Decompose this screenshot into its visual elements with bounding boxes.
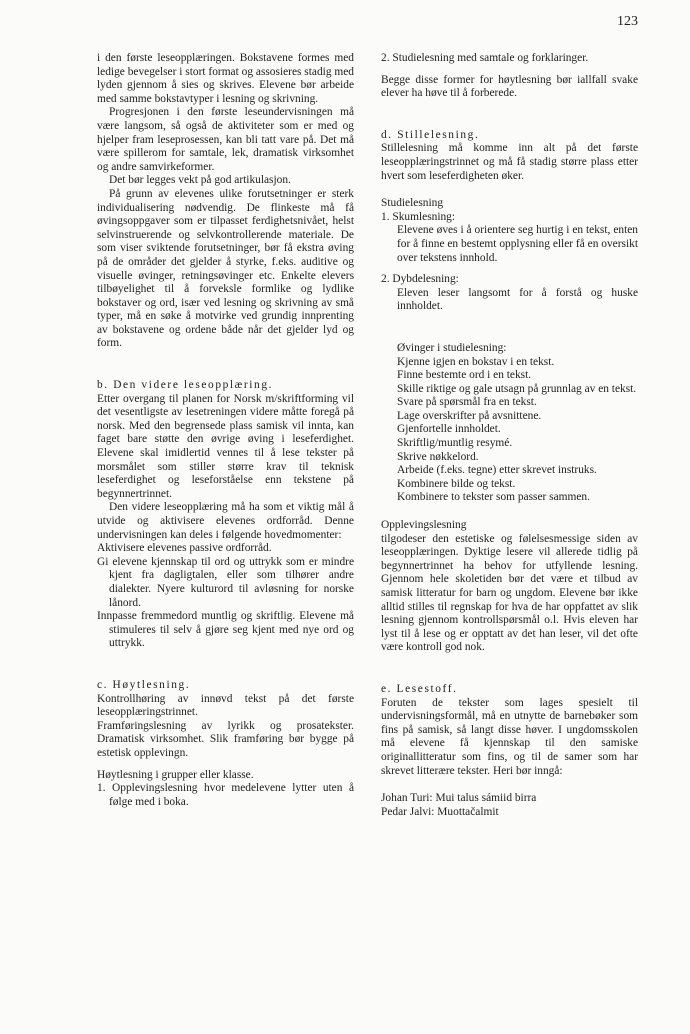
- section-b-paragraph-2: Den videre leseopplæring må ha som et viktig mål å utvide og aktivisere elevenes ordforråd. Denne undervisningen kan deles i følgende hovedmomenter:: [97, 501, 354, 541]
- ovinger-list-item: Kjenne igjen en bokstav i en tekst.: [397, 355, 555, 368]
- artikulasjon-paragraph: Det bør legges vekt på god artikulasjon.: [109, 174, 291, 187]
- opplevingslesning-text: tilgodeser den estetiske og følelsesmessige siden av leseopplæringen. Dyktige lesere vil allerede tidlig på begynnertrinnet ha behov for utfyllende lesning. Gjennom hele skoletiden bør det være et tilbud av samisk litteratur for barn og ungdom. Elevene bør ikke alltid stilles til regnskap for hva de har oppfattet av slik lesning gjennom kontrollspørsmål o.l. Hvis eleven har lyst til å lese og er opptatt av det han leser, vil det ofte være kontroll god nok.: [381, 532, 638, 654]
- ovinger-list-item: Gjenfortelle innholdet.: [397, 423, 501, 436]
- ovinger-list-item: Finne bestemte ord i en tekst.: [397, 369, 532, 382]
- ovinger-list-item: Kombinere to tekster som passer sammen.: [397, 491, 590, 504]
- section-b-list-item: Innpasse fremmedord muntlig og skriftlig. Elevene må stimuleres til selv å gjøre seg kjent med nye ord og uttrykk.: [97, 610, 354, 650]
- section-d: [381, 129, 638, 655]
- section-e-paragraph-1: Foruten de tekster som lages spesielt til undervisningsformål, må en utnytte de barnebøker som fins på samisk, så langt disse høver. I ungdomsskolen må elevene få kjennskap til den samiske originallitteratur som fins, og til de samer som har skrevet litterære tekster. Heri bør inngå:: [381, 696, 638, 777]
- section-e: [381, 683, 638, 819]
- left-column: [97, 52, 354, 809]
- ovinger-list-item: Skille riktige og gale utsagn på grunnlag av en tekst.: [397, 382, 637, 395]
- section-c-paragraph-3: Høytlesning i grupper eller klasse.: [97, 768, 254, 781]
- ovinger-list-item: Skrive nøkkelord.: [397, 450, 479, 463]
- section-e-heading: e. Lesestoff.: [381, 682, 458, 695]
- section-c: [97, 679, 354, 809]
- section-b-list-item: Gi elevene kjennskap til ord og uttrykk som er mindre kjent fra dagligtalen, eller som tilhører andre dialekter. Nyere kulturord til avløsning for norske lånord.: [97, 555, 354, 609]
- section-b-heading: b. Den videre leseopplæring.: [97, 379, 274, 392]
- studielesning-title: Studielesning: [381, 197, 444, 210]
- section-d-paragraph-1: Stillelesning må komme inn alt på det første leseopplæringstrinnet og må få stadig større plass etter hvert som leseferdigheten øker.: [381, 142, 638, 182]
- forutsetninger-paragraph: På grunn av elevenes ulike forutsetninger er sterk individualisering nødvendig. De flinkeste må få øvingsoppgaver som er tilpasset ferdighetsnivået, helst selvinstruerende og selvkontrollerende materiale. De som viser sviktende forutsetninger, bør få ekstra øving på de områder det gjelder å styrke, f.eks. auditive og visuelle øvinger, retningsøvinger etc. Enkelte elevers tilbøyelighet til å forveksle formlike og lydlike bokstaver og ord, især ved lesning og skrivning av små typer, må en søke å motvirke ved grundig innprenting av bokstavene og ordene både når det gjelder lyd og form.: [97, 187, 354, 350]
- progresjon-paragraph: Progresjonen i den første leseundervisningen må være langsom, så også de aktiviteter som er med og hjelper fram leseprosessen, kan bli tatt vare på. Det må være spillerom for samtale, lek, dramatisk virksomhet og andre samvirkeformer.: [97, 106, 354, 173]
- section-d-heading: d. Stillelesning.: [381, 128, 480, 141]
- dybdelesning-label: 2. Dybdelesning:: [381, 273, 459, 286]
- section-b-paragraph-1: Etter overgang til planen for Norsk m/skriftforming vil det vesentligste av lesetreningen videre måtte foregå på norsk. Med den begrensede plass samisk vil innta, kan faget bare støtte den øvrige øving i leseferdighet. Elevene skal imidlertid vennes til å lese tekster på morsmålet som stiller større krav til teknisk leseferdighet og leseforståelse enn tekstene på begynnertrinnet.: [97, 392, 354, 500]
- section-c-paragraph-1: Kontrollhøring av innøvd tekst på det første leseopplæringstrinnet.: [97, 692, 354, 719]
- section-b-list-item: Aktivisere elevenes passive ordforråd.: [97, 542, 272, 555]
- ovinger-title: Øvinger i studielesning:: [397, 341, 507, 354]
- reference-item: Johan Turi: Mui talus sámiid birra: [381, 792, 537, 805]
- begge-paragraph: Begge disse former for høytlesning bør iallfall svake elever ha høve til å forberede.: [381, 73, 638, 100]
- dybdelesning-text: Eleven leser langsomt for å forstå og huske innholdet.: [397, 286, 638, 313]
- studielesning-item: 2. Studielesning med samtale og forklaringer.: [381, 52, 589, 64]
- skumlesning-label: 1. Skumlesning:: [381, 210, 456, 223]
- right-column: [381, 52, 638, 819]
- reference-item: Pedar Jalvi: Muottačalmit: [381, 805, 499, 818]
- page-number: 123: [617, 14, 638, 29]
- section-c-paragraph-2: Framføringslesning av lyrikk og prosatekster. Dramatisk virksomhet. Slik framføring bør bygge på estetisk opplevingn.: [97, 719, 354, 759]
- ovinger-list: [381, 356, 638, 506]
- section-b: [97, 379, 354, 651]
- ovinger-list-item: Svare på spørsmål fra en tekst.: [397, 396, 537, 409]
- opplevingslesning-title: Opplevingslesning: [381, 519, 467, 532]
- ovinger-list-item: Kombinere bilde og tekst.: [397, 477, 516, 490]
- ovinger-list-item: Arbeide (f.eks. tegne) etter skrevet instruks.: [397, 464, 597, 477]
- skumlesning-text: Elevene øves i å orientere seg hurtig i en tekst, enten for å finne en bestemt opplysning eller få en oversikt over tekstens innhold.: [397, 224, 638, 264]
- section-c-list-item: 1. Opplevingslesning hvor medelevene lytter uten å følge med i boka.: [97, 782, 354, 808]
- section-c-heading: c. Høytlesning.: [97, 678, 191, 691]
- intro-paragraph: i den første leseopplæringen. Bokstavene formes med ledige bevegelser i stort format og assosieres stadig med lyden gjennom å sies og skrives. Elevene bør arbeide med samme bokstavtyper i lesning og skrivning.: [97, 52, 354, 105]
- ovinger-list-item: Lage overskrifter på avsnittene.: [397, 409, 542, 422]
- ovinger-list-item: Skriftlig/muntlig resymé.: [397, 437, 513, 450]
